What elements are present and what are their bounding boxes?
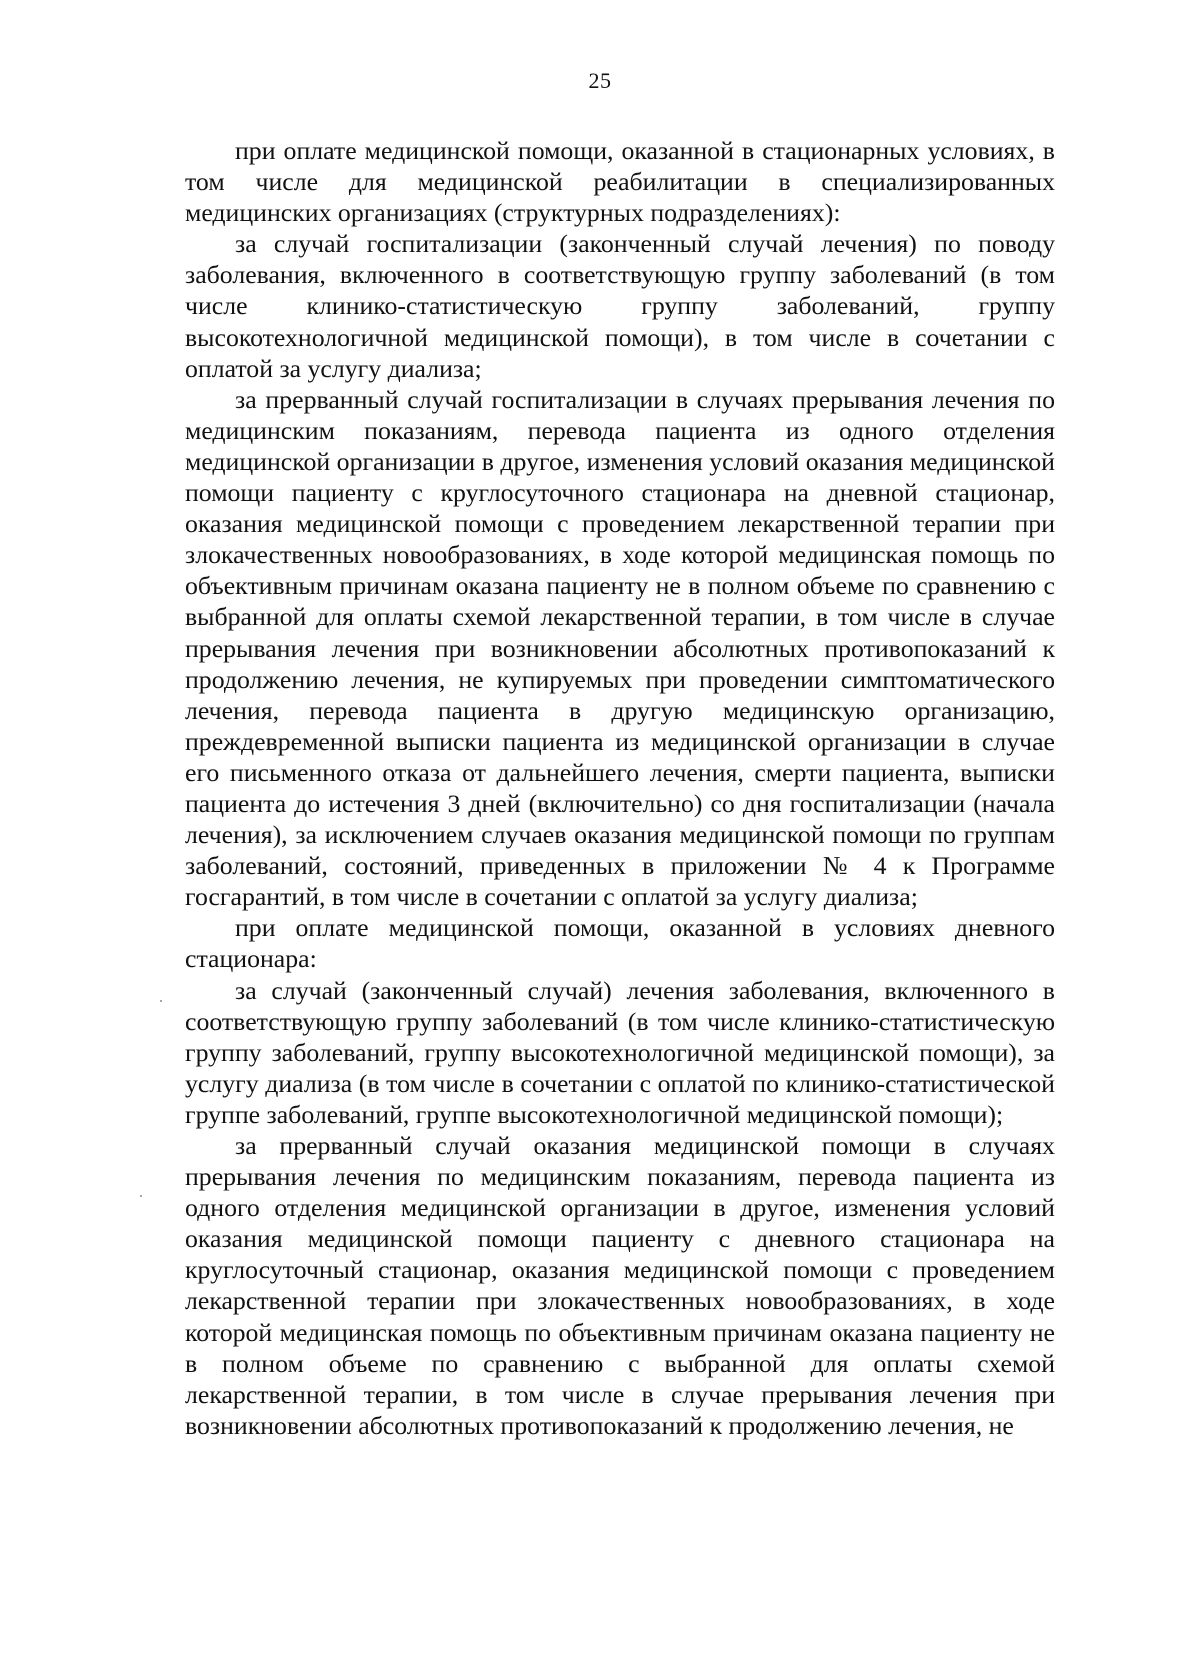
paragraph-interrupted-day-hospital: за прерванный случай оказания медицинской помощи в случаях прерывания лечения по медицинским показаниям, перевода пациента из одного отделения медицинской организации в другое, изменения условий оказания медицинской помощи пациенту с дневного стационара на круглосуточный стационар, оказания медицинской помощи с проведением лекарственной терапии при злокачественных новообразованиях, в ходе которой медицинская помощь по объективным причинам оказана пациенту не в полном объеме по сравнению с выбранной для оплаты схемой лекарственной терапии, в том числе в случае прерывания лечения при возникновении абсолютных противопоказаний к продолжению лечения, не [185,1131,1055,1440]
paragraph-day-hospital-case: за случай (законченный случай) лечения заболевания, включенного в соответствующую группу заболеваний (в том числе клинико-статистическую группу заболеваний, группу высокотехнологичной медицинской помощи), за услугу диализа (в том числе в сочетании с оплатой по клинико-статистической группе заболеваний, группе высокотехнологичной медицинской помощи); [185,975,1055,1129]
paragraph-day-hospital-conditions: при оплате медицинской помощи, оказанной в условиях дневного стационара: [185,913,1055,974]
scan-speck [140,1195,142,1197]
paragraph-hospitalization-case: за случай госпитализации (законченный случай лечения) по поводу заболевания, включенного в соответствующую группу заболеваний (в том числе клинико-статистическую группу заболеваний, группу высокотехнологичной медицинской помощи), в том числе в сочетании с оплатой за услугу диализа; [185,229,1055,383]
paragraph-interrupted-hospitalization: за прерванный случай госпитализации в случаях прерывания лечения по медицинским показаниям, перевода пациента из одного отделения медицинской организации в другое, изменения условий оказания медицинской помощи пациенту с круглосуточного стационара на дневной стационар, оказания медицинской помощи с проведением лекарственной терапии при злокачественных новообразованиях, в ходе которой медицинская помощь по объективным причинам оказана пациенту не в полном объеме по сравнению с выбранной для оплаты схемой лекарственной терапии, в том числе в случае прерывания лечения при возникновении абсолютных противопоказаний к продолжению лечения, не купируемых при проведении симптоматического лечения, перевода пациента в другую медицинскую организацию, преждевременной выписки пациента из медицинской организации в случае его письменного отказа от дальнейшего лечения, смерти пациента, выписки пациента до истечения 3 дней (включительно) со дня госпитализации (начала лечения), за исключением случаев оказания медицинской помощи по группам заболеваний, состояний, приведенных в приложении № 4 к Программе госгарантий, в том числе в сочетании с оплатой за услугу диализа; [185,384,1055,912]
document-body [185,135,1055,1441]
page-number: 25 [588,68,612,93]
paragraph-stationary-conditions: при оплате медицинской помощи, оказанной в стационарных условиях, в том числе для медицинской реабилитации в специализированных медицинских организациях (структурных подразделениях): [185,136,1055,228]
scan-speck [160,1000,162,1002]
